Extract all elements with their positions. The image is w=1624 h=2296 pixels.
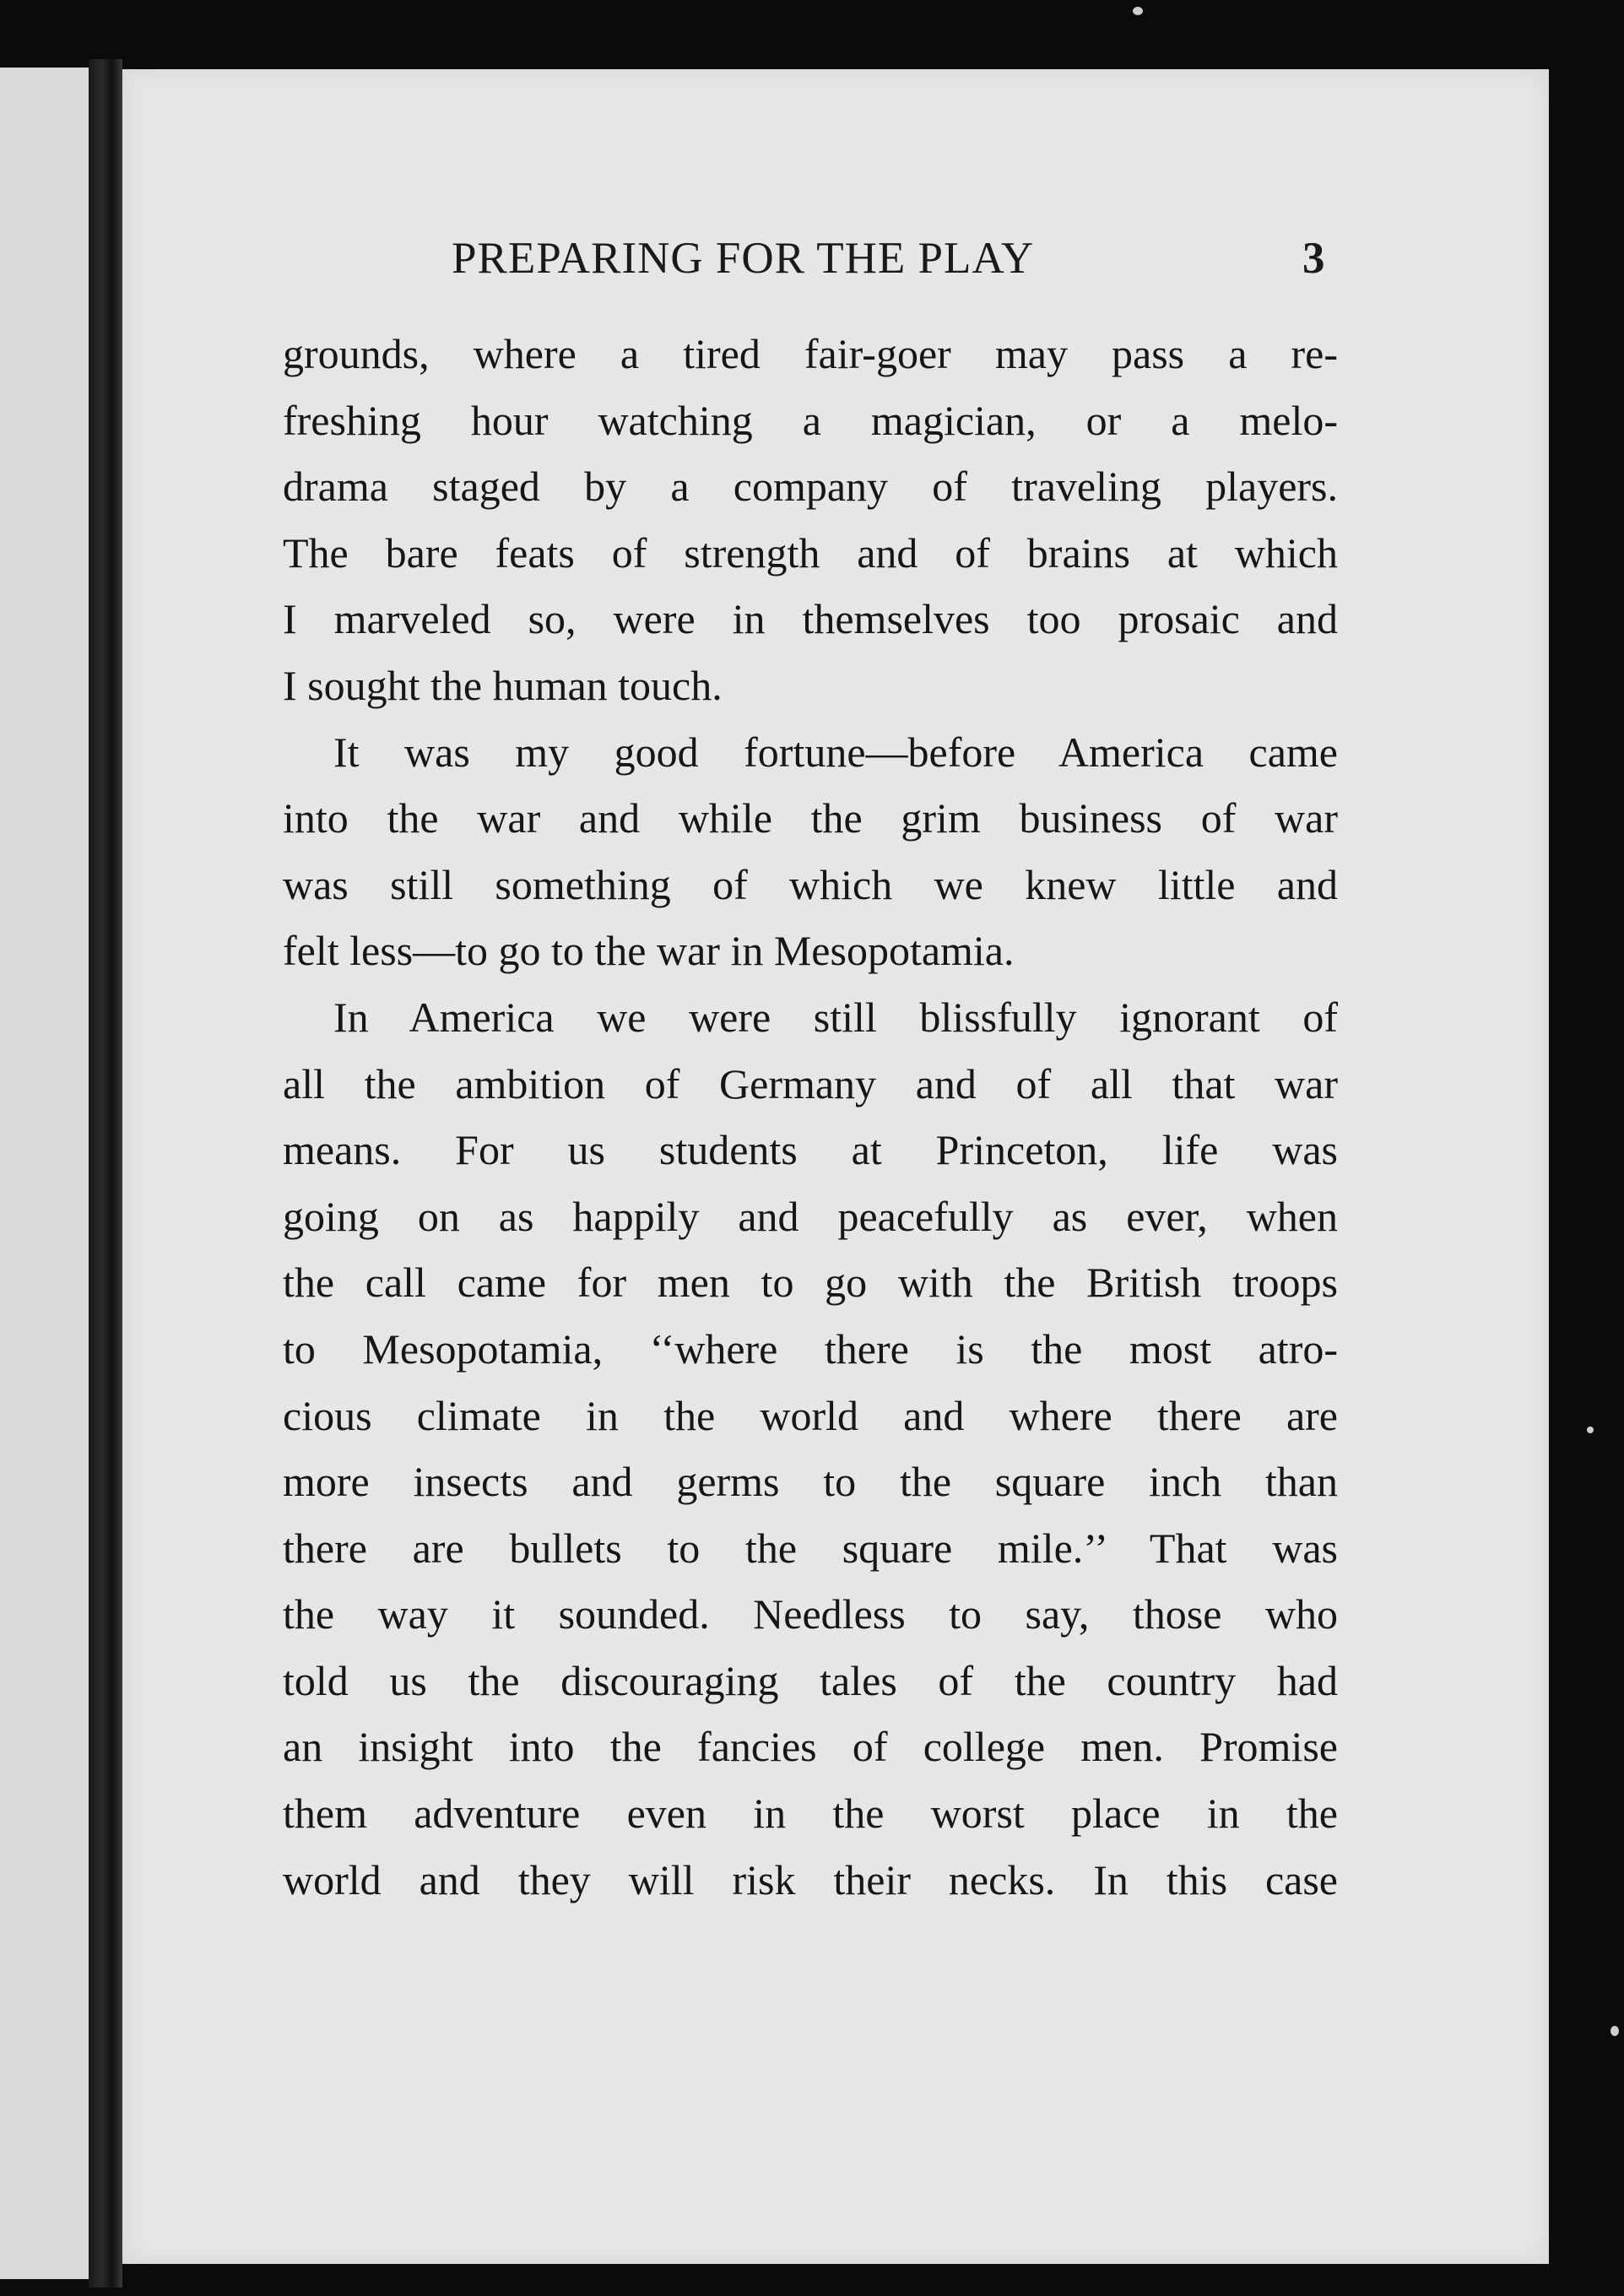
- text-line: grounds, where a tired fair-goer may pass a re-: [283, 330, 1338, 377]
- book-page: [122, 69, 1549, 2264]
- running-head: [122, 233, 1549, 301]
- text-line: more insects and germs to the square inch than: [283, 1458, 1338, 1506]
- scan-speck: [1133, 7, 1143, 15]
- text-line: It was my good fortune—before America came: [333, 728, 1338, 776]
- text-line: them adventure even in the worst place in the: [283, 1790, 1338, 1838]
- scan-speck: [1610, 2026, 1619, 2036]
- text-line: was still something of which we knew little and: [283, 860, 1338, 908]
- text-line: means. For us students at Princeton, life was: [283, 1126, 1338, 1174]
- text-line: felt less—to go to the war in Mesopotamia.: [283, 927, 1015, 975]
- text-line: going on as happily and peacefully as ever, when: [283, 1192, 1338, 1240]
- text-line: I marveled so, were in themselves too prosaic and: [283, 595, 1338, 643]
- text-line: all the ambition of Germany and of all that war: [283, 1059, 1338, 1107]
- text-line: drama staged by a company of traveling players.: [283, 463, 1338, 511]
- text-line: into the war and while the grim business of war: [283, 794, 1338, 842]
- book-gutter: [89, 59, 122, 2288]
- paragraph: [283, 321, 1338, 719]
- text-line: In America we were still blissfully ignorant of: [333, 993, 1338, 1041]
- text-line: there are bullets to the square mile.’’ That was: [283, 1524, 1338, 1572]
- text-line: I sought the human touch.: [283, 661, 723, 709]
- paragraph: [283, 984, 1338, 1913]
- text-line: the way it sounded. Needless to say, those who: [283, 1590, 1338, 1638]
- text-line: an insight into the fancies of college men. Promise: [283, 1723, 1338, 1771]
- running-title: PREPARING FOR THE PLAY: [452, 234, 1035, 283]
- text-line: The bare feats of strength and of brains at which: [283, 528, 1338, 577]
- text-line: freshing hour watching a magician, or a melo-: [283, 396, 1338, 444]
- body-text: [283, 321, 1338, 1913]
- paragraph: [283, 719, 1338, 984]
- text-line: told us the discouraging tales of the country had: [283, 1656, 1338, 1704]
- text-line: world and they will risk their necks. In this case: [283, 1855, 1338, 1903]
- text-line: the call came for men to go with the British troops: [283, 1259, 1338, 1307]
- scan-speck: [1587, 1427, 1594, 1433]
- page-number: 3: [1302, 234, 1325, 283]
- text-line: to Mesopotamia, ‘‘where there is the most atro-: [283, 1324, 1338, 1373]
- facing-page-edge: [0, 68, 89, 2279]
- text-line: cious climate in the world and where there are: [283, 1391, 1338, 1439]
